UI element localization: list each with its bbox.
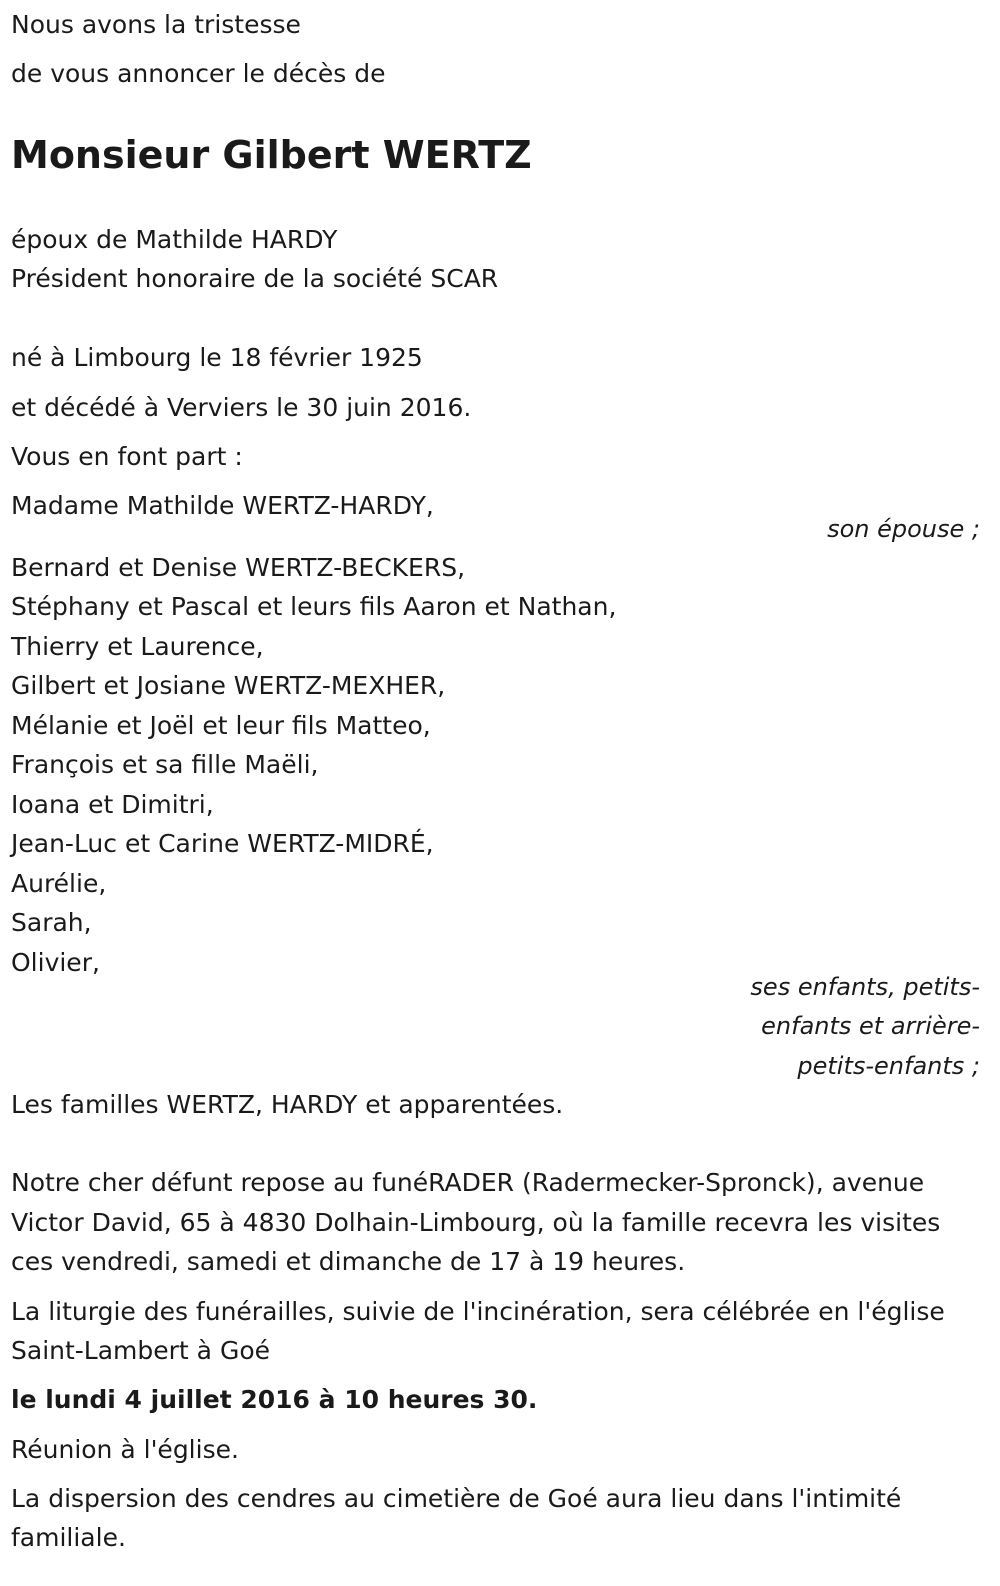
- paragraph-line: familiale.: [11, 1523, 126, 1552]
- meeting-line: Réunion à l'église.: [11, 1435, 239, 1464]
- list-item: François et sa fille Maëli,: [11, 750, 319, 779]
- paragraph-line: ces vendredi, samedi et dimanche de 17 à 19 heures.: [11, 1247, 686, 1276]
- birth-line: né à Limbourg le 18 février 1925: [11, 343, 423, 372]
- paragraph-line: Victor David, 65 à 4830 Dolhain-Limbourg, où la famille recevra les visites: [11, 1208, 941, 1237]
- relation-line: ses enfants, petits-: [750, 973, 980, 1001]
- paragraph-line: Saint-Lambert à Goé: [11, 1336, 270, 1365]
- list-item: Bernard et Denise WERTZ-BECKERS,: [11, 553, 466, 582]
- spouse-line: époux de Mathilde HARDY: [11, 225, 338, 254]
- paragraph-line: Notre cher défunt repose au funéRADER (Radermecker-Spronck), avenue: [11, 1168, 925, 1197]
- paragraph-line: La dispersion des cendres au cimetière de Goé aura lieu dans l'intimité: [11, 1484, 902, 1513]
- intro-line-1: Nous avons la tristesse: [11, 10, 301, 39]
- death-line: et décédé à Verviers le 30 juin 2016.: [11, 393, 472, 422]
- list-item: Aurélie,: [11, 869, 107, 898]
- families-line: Les familles WERTZ, HARDY et apparentées.: [11, 1090, 564, 1119]
- list-item: Jean-Luc et Carine WERTZ-MIDRÉ,: [11, 829, 434, 858]
- relation-line: enfants et arrière-: [761, 1012, 980, 1040]
- list-item: Gilbert et Josiane WERTZ-MEXHER,: [11, 671, 446, 700]
- spouse-relation: son épouse ;: [827, 515, 980, 543]
- paragraph-line: La liturgie des funérailles, suivie de l'incinération, sera célébrée en l'église: [11, 1297, 945, 1326]
- ceremony-date: le lundi 4 juillet 2016 à 10 heures 30.: [11, 1385, 538, 1414]
- list-item: Olivier,: [11, 948, 100, 977]
- relation-line: petits-enfants ;: [797, 1052, 980, 1080]
- honorary-title: Président honoraire de la société SCAR: [11, 264, 499, 293]
- list-item: Mélanie et Joël et leur fils Matteo,: [11, 711, 431, 740]
- deceased-name: Monsieur Gilbert WERTZ: [11, 133, 532, 177]
- list-item: Ioana et Dimitri,: [11, 790, 214, 819]
- list-item: Thierry et Laurence,: [11, 632, 264, 661]
- list-item: Sarah,: [11, 908, 92, 937]
- announce-label: Vous en font part :: [11, 442, 243, 471]
- intro-line-2: de vous annoncer le décès de: [11, 59, 386, 88]
- list-item: Stéphany et Pascal et leurs fils Aaron et Nathan,: [11, 592, 617, 621]
- spouse-name: Madame Mathilde WERTZ-HARDY,: [11, 491, 434, 520]
